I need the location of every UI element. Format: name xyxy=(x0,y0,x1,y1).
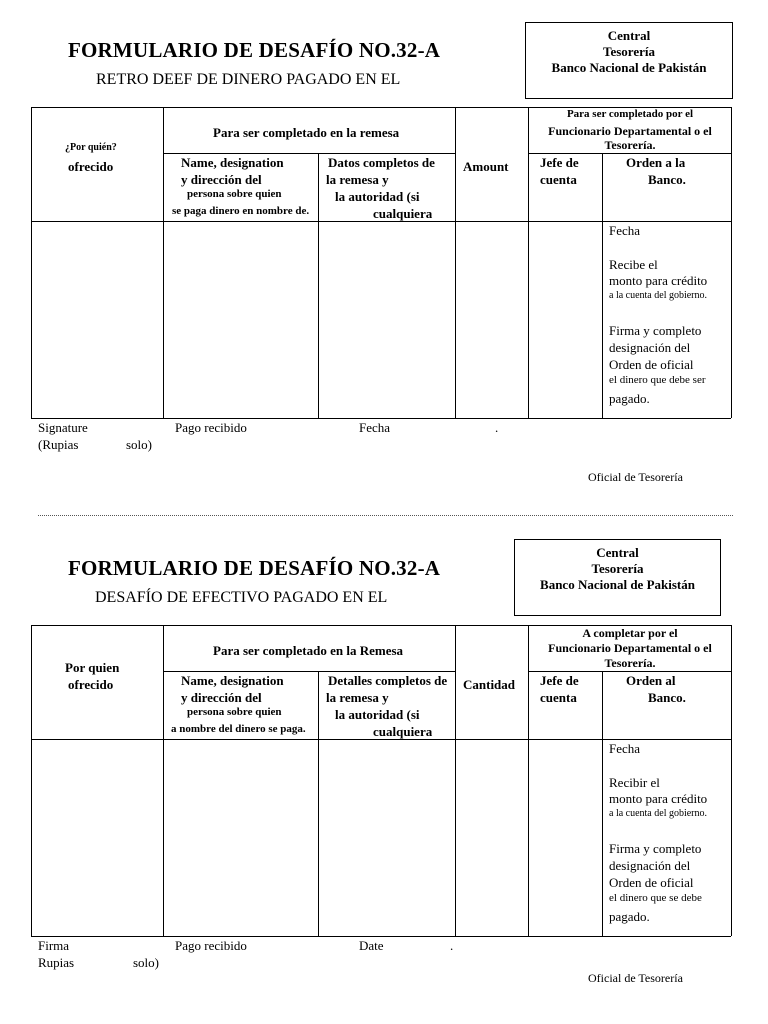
fecha-label: Fecha xyxy=(609,223,641,238)
signature-label: Signature xyxy=(38,420,88,435)
remit-header: Para ser completado en la Remesa xyxy=(213,643,404,658)
official-header: Tesorería. xyxy=(604,656,656,670)
due-label: el dinero que debe ser xyxy=(609,374,706,386)
name-col-header: Name, designation xyxy=(181,155,284,170)
details-col-header: la autoridad (si xyxy=(335,707,420,722)
only-label: solo) xyxy=(133,955,159,970)
form-subtitle: RETRO DEEF DE DINERO PAGADO EN EL xyxy=(96,71,401,88)
receive-label: Recibir el xyxy=(609,775,660,790)
details-col-header: la autoridad (si xyxy=(335,189,420,204)
col-tendered-label: Por quien xyxy=(65,660,120,675)
chief-header: Jefe de xyxy=(540,673,579,688)
official-header: Para ser completado por el xyxy=(566,108,694,120)
chief-header: Jefe de xyxy=(540,155,579,170)
sign-label: Orden de oficial xyxy=(609,875,694,890)
rupees-label: Rupias xyxy=(38,955,75,970)
official-header: Tesorería. xyxy=(604,138,656,152)
paid-label: pagado. xyxy=(609,909,650,924)
gov-account-label: a la cuenta del gobierno. xyxy=(609,808,708,819)
order-header: Orden a la xyxy=(626,155,686,170)
col-tendered-label: ofrecido xyxy=(68,677,114,692)
name-col-header: y dirección del xyxy=(181,172,262,187)
bank-box xyxy=(514,539,721,616)
name-col-header: Name, designation xyxy=(181,673,284,688)
amount-header: Amount xyxy=(463,159,509,174)
receive-label: monto para crédito xyxy=(609,791,708,806)
order-header: Banco. xyxy=(648,690,686,705)
treasury-officer-label: Oficial de Tesorería xyxy=(588,971,683,985)
details-col-header: cualquiera xyxy=(373,724,433,739)
chief-header: cuenta xyxy=(540,690,577,705)
chief-header: cuenta xyxy=(540,172,577,187)
form-subtitle: DESAFÍO DE EFECTIVO PAGADO EN EL xyxy=(95,589,388,606)
details-col-header: cualquiera xyxy=(373,206,433,221)
signature-label: Firma xyxy=(38,938,70,953)
bank-box-line: Central xyxy=(607,28,651,43)
details-col-header: la remesa y xyxy=(326,690,389,705)
receive-label: monto para crédito xyxy=(609,273,708,288)
date-label: Fecha xyxy=(359,420,391,435)
name-col-header: a nombre del dinero se paga. xyxy=(171,723,306,735)
rupees-label: (Rupias xyxy=(38,437,79,452)
sign-label: Firma y completo xyxy=(609,841,702,856)
only-label: solo) xyxy=(126,437,152,452)
details-col-header: la remesa y xyxy=(326,172,389,187)
sign-label: Orden de oficial xyxy=(609,357,694,372)
fecha-label: Fecha xyxy=(609,741,641,756)
bank-box-line: Tesorería xyxy=(603,44,655,59)
form-title: FORMULARIO DE DESAFÍO NO.32-A xyxy=(68,38,441,62)
amount-header: Cantidad xyxy=(463,677,516,692)
name-col-header: persona sobre quien xyxy=(187,706,282,718)
name-col-header: se paga dinero en nombre de. xyxy=(172,205,310,217)
gov-account-label: a la cuenta del gobierno. xyxy=(609,290,708,301)
remit-header: Para ser completado en la remesa xyxy=(213,125,400,140)
official-header: Funcionario Departamental o el xyxy=(548,641,712,655)
payment-received-label: Pago recibido xyxy=(175,420,247,435)
date-label: Date xyxy=(359,938,384,953)
sign-label: designación del xyxy=(609,340,691,355)
payment-received-label: Pago recibido xyxy=(175,938,247,953)
paid-label: pagado. xyxy=(609,391,650,406)
name-col-header: persona sobre quien xyxy=(187,188,282,200)
sign-label: designación del xyxy=(609,858,691,873)
details-col-header: Datos completos de xyxy=(328,155,435,170)
date-dot: . xyxy=(495,420,499,435)
cut-line xyxy=(38,515,733,516)
details-col-header: Detalles completos de xyxy=(328,673,448,688)
due-label: el dinero que se debe xyxy=(609,892,702,904)
official-header: A completar por el xyxy=(582,626,678,640)
bank-box-line: Banco Nacional de Pakistán xyxy=(540,577,695,592)
order-header: Orden al xyxy=(626,673,676,688)
treasury-officer-label: Oficial de Tesorería xyxy=(588,470,683,484)
sign-label: Firma y completo xyxy=(609,323,702,338)
official-header: Funcionario Departamental o el xyxy=(548,124,712,138)
name-col-header: y dirección del xyxy=(181,690,262,705)
bank-box-line: Banco Nacional de Pakistán xyxy=(551,60,707,75)
form-title: FORMULARIO DE DESAFÍO NO.32-A xyxy=(68,556,441,580)
order-header: Banco. xyxy=(648,172,686,187)
col-tendered-label: ofrecido xyxy=(68,159,114,174)
bank-box-line: Tesorería xyxy=(591,561,644,576)
bank-box-line: Central xyxy=(596,545,639,560)
bank-box xyxy=(525,22,733,99)
col-tendered-label: ¿Por quién? xyxy=(65,142,117,153)
receive-label: Recibe el xyxy=(609,257,658,272)
date-dot: . xyxy=(450,938,454,953)
